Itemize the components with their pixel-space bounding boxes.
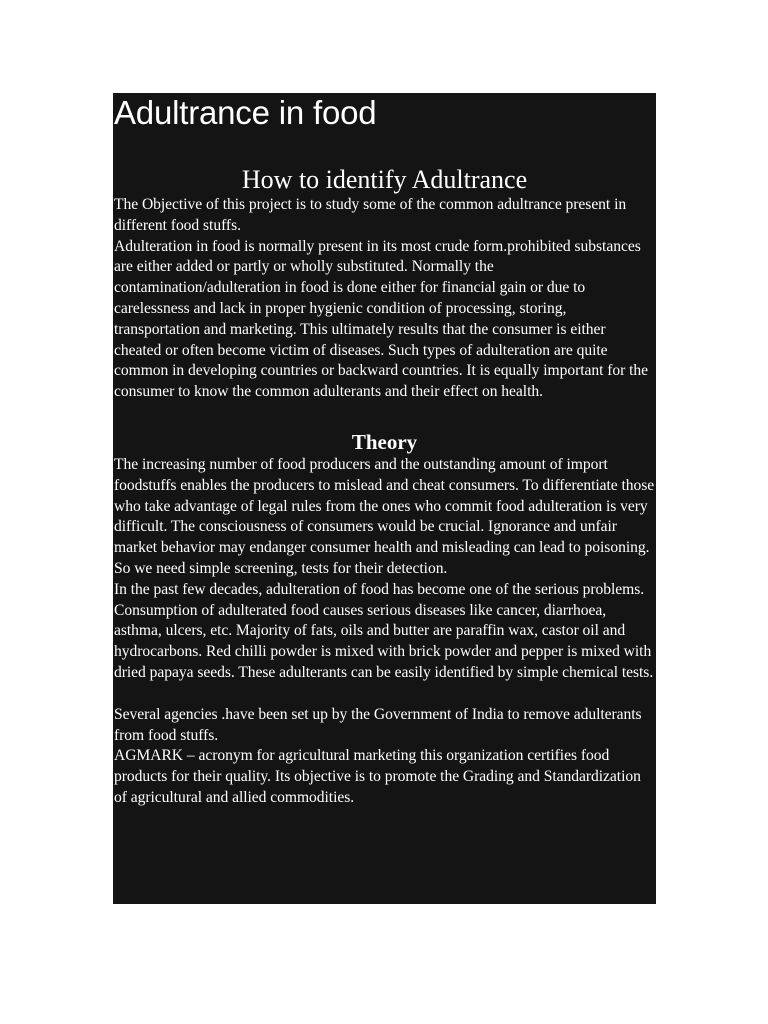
section-heading-identify: How to identify Adultrance — [241, 165, 528, 194]
paragraph-objective: The Objective of this project is to study some of the common adultrance present in different food stuffs. — [114, 196, 627, 234]
paragraph-agmark: AGMARK – acronym for agricultural marketing this organization certifies food products for their quality. Its objective is to promote the Grading and Standardization of agricultural and allied commodities. — [114, 747, 641, 806]
document-page — [113, 93, 656, 904]
section-heading-theory: Theory — [351, 429, 418, 454]
paragraph-theory-problems: In the past few decades, adulteration of food has become one of the serious problems. Consumption of adulterated food causes serious diseases like cancer, diarrhoea, asthma, ulcers, etc. Majority of fats, oils and butter are paraffin wax, castor oil and hydrocarbons. Red chilli powder is mixed with brick powder and pepper is mixed with dried papaya seeds. These adulterants can be easily identified by simple chemical tests. — [114, 580, 654, 681]
paragraph-spacer — [113, 684, 656, 705]
paragraph-theory-producers: The increasing number of food producers and the outstanding amount of import foodstuffs enables the producers to mislead and cheat consumers. To differentiate those who take advantage of legal rules from the ones who commit food adulteration is very difficult. The consciousness of consumers would be crucial. Ignorance and unfair market behavior may endanger consumer health and misleading can lead to poisoning. So we need simple screening, tests for their detection. — [114, 455, 655, 577]
paragraph-agencies: Several agencies .have been set up by the Government of India to remove adulterants from food stuffs. — [114, 705, 642, 744]
document-title: Adultrance in food — [114, 94, 377, 131]
paragraph-adulteration-intro: Adulteration in food is normally present in its most crude form.prohibited substances are either added or partly or wholly substituted. Normally the contamination/adulteration in food is done either for financial gain or due to carelessness and lack in proper hygienic condition of processing, storing, transportation and marketing. This ultimately results that the consumer is either cheated or often become victim of diseases. Such types of adulteration are quite common in developing countries or backward countries. It is equally important for the consumer to know the common adulterants and their effect on health. — [114, 237, 649, 401]
